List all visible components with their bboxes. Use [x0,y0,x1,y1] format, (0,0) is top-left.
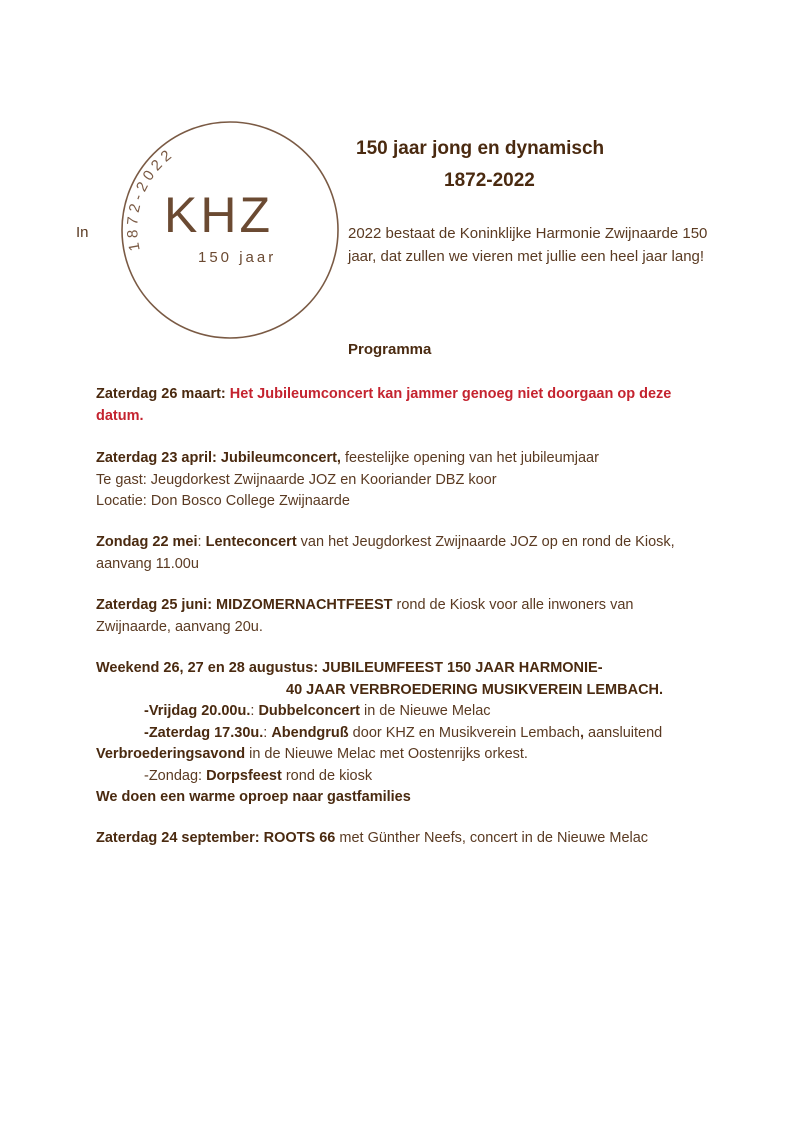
event-location: Locatie: Don Bosco College Zwijnaarde [96,493,350,509]
event-24-september [96,828,736,850]
title-line-2: 1872-2022 [444,170,535,191]
event-desc-cont: Zwijnaarde, aanvang 20u. [96,618,263,635]
event-title: Jubileumconcert, [220,450,341,466]
event-title: ROOTS 66 [259,830,336,846]
event-heading: Weekend 26, 27 en 28 augustus: JUBILEUMFEEST 150 JAAR HARMONIE- [96,660,603,676]
event-date: Zaterdag 26 maart: [96,386,226,402]
intro-prefix: In [76,224,89,241]
event-desc: feestelijke opening van het jubileumjaar [340,450,599,466]
event-25-june [96,595,736,638]
logo-subtitle: 150 jaar [198,249,277,266]
sunday-label: -Zondag [144,767,199,784]
event-notice-cont: datum. [96,407,144,424]
event-title: Lenteconcert [205,534,297,550]
event-desc-cont: aanvang 11.00u [96,555,199,572]
event-22-may [96,532,736,575]
friday-sep: : [250,703,259,719]
logo-arc-text: 1872-2022 [124,144,178,253]
event-august-weekend [96,658,736,809]
title-line-1: 150 jaar jong en dynamisch [356,138,605,159]
event-date: Zaterdag 24 september: [96,830,260,846]
logo-khz: KHZ [164,187,273,243]
program-heading: Programma [348,341,432,358]
event-date: Zaterdag 25 juni: [96,597,213,613]
friday-desc: in de Nieuwe Melac [359,703,491,719]
event-title: MIDZOMERNACHTFEEST [212,597,393,613]
saturday-desc-3: in de Nieuwe Melac met Oostenrijks orkest. [245,746,528,762]
event-date: Zaterdag 23 april: [96,450,217,466]
event-date: Zondag 22 mei [96,534,198,550]
event-desc: van het Jeugdorkest Zwijnaarde JOZ op en rond de Kiosk, [296,534,675,550]
sunday-sep: : [198,767,207,784]
event-heading-cont: 40 JAAR VERBROEDERING MUSIKVEREIN LEMBACH. [286,681,664,698]
event-26-march [96,384,736,427]
host-family-appeal: We doen een warme oproep naar gastfamilies [96,789,411,805]
saturday-comma: , [579,724,584,741]
intro-body: 2022 bestaat de Koninklijke Harmonie Zwijnaarde 150 jaar, dat zullen we vieren met jullie een heel jaar lang! [348,225,708,265]
saturday-title: Abendgruß [271,724,349,741]
event-desc: rond de Kiosk voor alle inwoners van [392,597,634,613]
event-23-april [96,448,736,513]
khz-logo [100,100,340,340]
sunday-desc: rond de kiosk [281,767,373,784]
saturday-label: -Zaterdag 17.30u. [144,724,264,741]
saturday-desc-2: aansluitend [584,724,663,741]
event-desc: met Günther Neefs, concert in de Nieuwe Melac [335,830,649,846]
saturday-title-2: Verbroederingsavond [96,746,246,762]
friday-title: Dubbelconcert [258,703,360,719]
friday-label: -Vrijdag 20.00u. [144,703,251,719]
event-sep: : [197,534,206,550]
saturday-desc: door KHZ en Musikverein Lembach [348,724,580,741]
sunday-title: Dorpsfeest [206,767,282,784]
event-guest: Te gast: Jeugdorkest Zwijnaarde JOZ en Kooriander DBZ koor [96,471,497,488]
saturday-sep: : [263,724,272,741]
event-notice: Het Jubileumconcert kan jammer genoeg niet doorgaan op deze [229,386,672,402]
